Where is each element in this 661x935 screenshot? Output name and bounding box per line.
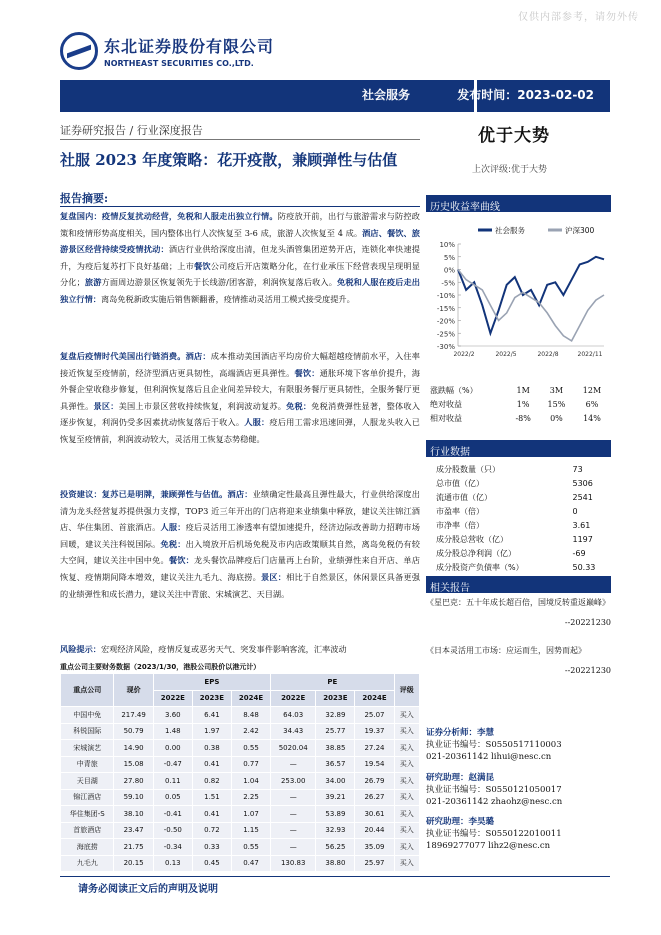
logo-icon <box>60 32 98 70</box>
market-title: 行业数据 <box>426 440 611 457</box>
market-row: 成分股数量（只） 73 <box>436 465 583 475</box>
market-row: 总市值（亿） 5306 <box>436 479 593 489</box>
y-tick-label: 5% <box>443 253 455 262</box>
related-report-1[interactable]: 《星巴克：五十年成长超百倍，国境反转重返巅峰》 --20221230 <box>426 598 611 627</box>
series-line-1 <box>458 270 604 341</box>
related-title: 相关报告 <box>426 576 611 593</box>
market-row: 成分股总营收（亿） 1197 <box>436 534 593 544</box>
table-row: 海底捞 21.75 -0.34 0.33 0.55 — 56.25 35.09 买入 <box>61 839 420 856</box>
breadcrumb: 证券研究报告 / 行业深度报告 <box>60 124 203 137</box>
rating: 优于大势 <box>478 126 550 146</box>
legend-label-0: 社会服务 <box>495 226 525 235</box>
market-row: 市净率（倍） 3.61 <box>436 521 591 530</box>
y-tick-label: 10% <box>439 241 455 249</box>
return-chart <box>426 216 611 366</box>
y-tick-label: 0% <box>443 266 455 275</box>
market-row: 成分股资产负债率（%） 50.33 <box>436 562 596 572</box>
logo-cn: 东北证券股份有限公司 <box>104 37 275 56</box>
summary-heading: 报告摘要: <box>60 192 109 205</box>
watermark: 仅供内部参考，请勿外传 <box>518 12 639 23</box>
logo-en: NORTHEAST SECURITIES CO.,LTD. <box>104 59 254 68</box>
analyst-3: 研究助理：李昊璐 执业证书编号：S0550122010011 18969277077 lihz2@nesc.cn <box>426 817 562 851</box>
company-logo <box>60 32 274 70</box>
previous-rating: 上次评级:优于大势 <box>472 165 548 175</box>
market-row: 市盈率（倍） 0 <box>436 507 578 517</box>
header-banner <box>60 80 610 112</box>
financial-table: 重点公司 现价 EPS PE 评级 2022E 2023E 2024E 2022E 2023E 2024E 中国中免 217.49 3.60 6.41 8.48 64.03 32.89 25.07 买入 科锐国际 50.79 1.48 1.97 2.42 34.43 25.77 19.37 买入 宋城演艺 14.90 0.00 0.38 0.55 5020.04 38.85 27.24 买入 中青旅 15.08 -0.47 0.41 0.77 — 36.57 19.54 买入 天目湖 27.80 0.11 0.82 1.04 253.00 34.00 26.79 买入 锦江酒店 59.10 0.05 1.51 2.25 — 39.21 26.27 买入 华住集团-S 38.10 -0.41 0.41 1.07 — 53.89 30.61 买入 首旅酒店 23.47 -0.50 0.72 1.15 — 32.93 20.44 买入 海底捞 21.75 -0.34 0.33 0.55 — 56.25 35.09 买入 九毛九 20.15 0.13 0.45 0.47 130.83 38.80 25.97 买入 <box>60 673 420 872</box>
market-table <box>432 462 612 575</box>
sector-label: 社会服务 <box>362 88 411 102</box>
market-row: 流通市值（亿） 2541 <box>436 493 593 503</box>
table-row: 锦江酒店 59.10 0.05 1.51 2.25 — 39.21 26.27 买入 <box>61 789 420 806</box>
paragraph-us: 复盘后疫情时代美国出行链消费。酒店：成本推动美国酒店平均房价大幅超越疫情前水平，入住率接近恢复至疫情前，经济型酒店更具韧性，高端酒店更具弹性。餐饮：通胀环境下客单价提升，海外餐企堂收稳步修复，但利润恢复落后且企业间差异较大，有限服务餐厅更具韧性，全服务餐厅更具弹性。景区：美国上市景区营收持续恢复，利润波动复苏。免税：免税消费弹性显著，整体收入逐步恢复，利润仍受多因素扰动恢复落后于收入。人服：疫后用工需求迅速回弹，人服龙头收入已恢复至疫情前，利润波动较大，灵活用工恢复态势稳健。 <box>60 351 420 444</box>
paragraph-domestic: 复盘国内：疫情反复扰动经营，免税和人服走出独立行情。防疫放开前，出行与旅游需求与防控政策和疫情形势高度相关，国内整体出行人次恢复至 3-6 成，旅游人次恢复至 4 成。酒店、餐饮、旅游景区经营持续受疫情扰动：酒店行业供给深度出清，但龙头酒管集团逆势开店，连锁化率快速提升，为疫后复苏打下良好基础；上市餐饮公司疫后开店策略分化，在行业承压下经营表现呈现明显分化；旅游方面周边游景区恢复领先于长线游/团客游，利润恢复落后收入。免税和人服在疫后走出独立行情：离岛免税新政实施后销售额翻番，疫情推动灵活用工模式接受度提升。 <box>60 211 420 304</box>
performance-table: 涨跌幅（%） 1M 3M 12M 绝对收益 1% 15% 6% 相对收益 -8% 0% 14% <box>430 385 602 423</box>
table-row: 天目湖 27.80 0.11 0.82 1.04 253.00 34.00 26.79 买入 <box>61 773 420 790</box>
table-row: 宋城演艺 14.90 0.00 0.38 0.55 5020.04 38.85 27.24 买入 <box>61 740 420 757</box>
x-tick-label: 2022/5 <box>495 351 517 358</box>
related-report-2[interactable]: 《日本灵活用工市场：应运而生，因势而起》 --20221230 <box>426 646 611 675</box>
report-title: 社服 2023 年度策略：花开疫散，兼顾弹性与估值 <box>60 151 398 169</box>
table-row: 九毛九 20.15 0.13 0.45 0.47 130.83 38.80 25.97 买入 <box>61 855 420 872</box>
table-row: 首旅酒店 23.47 -0.50 0.72 1.15 — 32.93 20.44 买入 <box>61 822 420 839</box>
x-tick-label: 2022/11 <box>577 351 603 358</box>
y-tick-label: -30% <box>436 343 455 351</box>
table-row: 中国中免 217.49 3.60 6.41 8.48 64.03 32.89 25.07 买入 <box>61 707 420 724</box>
analyst-1: 证券分析师：李慧 执业证书编号：S0550517110003 021-20361142 lihui@nesc.cn <box>426 728 562 762</box>
x-tick-label: 2022/2 <box>453 351 475 358</box>
table-row: 科锐国际 50.79 1.48 1.97 2.42 34.43 25.77 19.37 买入 <box>61 723 420 740</box>
table-row: 中青旅 15.08 -0.47 0.41 0.77 — 36.57 19.54 买入 <box>61 756 420 773</box>
footer-note: 请务必阅读正文后的声明及说明 <box>78 884 218 895</box>
x-tick-label: 2022/8 <box>537 351 559 358</box>
paragraph-invest: 投资建议：复苏已是明牌，兼顾弹性与估值。酒店：业绩确定性最高且弹性最大，行业供给深度出清为龙头经营复苏提供强力支撑，TOP3 近三年开出的门店将迎来业绩集中释放，建议关注锦江酒店、华住集团、首旅酒店。人服：疫后灵活用工渗透率有望加速提升，经济边际改善助力招聘市场回暖，建议关注科锐国际。免税：出入境放开后机场免税及市内店政策顺其自然，离岛免税仍有较大空间，建议关注中国中免。餐饮：龙头餐饮品牌疫后门店量再上台阶，业绩弹性来自开店、单店恢复、疫情期间降本增效，建议关注九毛九、海底捞。景区：相比于自然景区，休闲景区具备更强的业绩弹性和成长潜力，建议关注中青旅、宋城演艺、天目湖。 <box>60 489 420 599</box>
legend-label-1: 沪深300 <box>565 226 595 235</box>
y-tick-label: -25% <box>436 330 455 339</box>
market-row: 成分股总净利润（亿） -69 <box>436 548 586 558</box>
table-caption: 重点公司主要财务数据（2023/1/30，港股公司股价以港元计） <box>60 663 261 671</box>
publish-date: 发布时间：2023-02-02 <box>457 88 594 102</box>
y-tick-label: -15% <box>436 304 455 313</box>
y-tick-label: -20% <box>436 317 455 326</box>
table-row: 华住集团-S 38.10 -0.41 0.41 1.07 — 53.89 30.61 买入 <box>61 806 420 823</box>
y-tick-label: -10% <box>436 292 455 300</box>
analyst-2: 研究助理：赵满昆 执业证书编号：S0550121050017 021-20361142 zhaohz@nesc.cn <box>426 773 563 807</box>
history-title: 历史收益率曲线 <box>426 195 611 212</box>
y-tick-label: -5% <box>441 279 455 288</box>
risk-note: 风险提示：宏观经济风险，疫情反复或恶劣天气、突发事件影响客流，汇率波动 <box>60 644 347 654</box>
